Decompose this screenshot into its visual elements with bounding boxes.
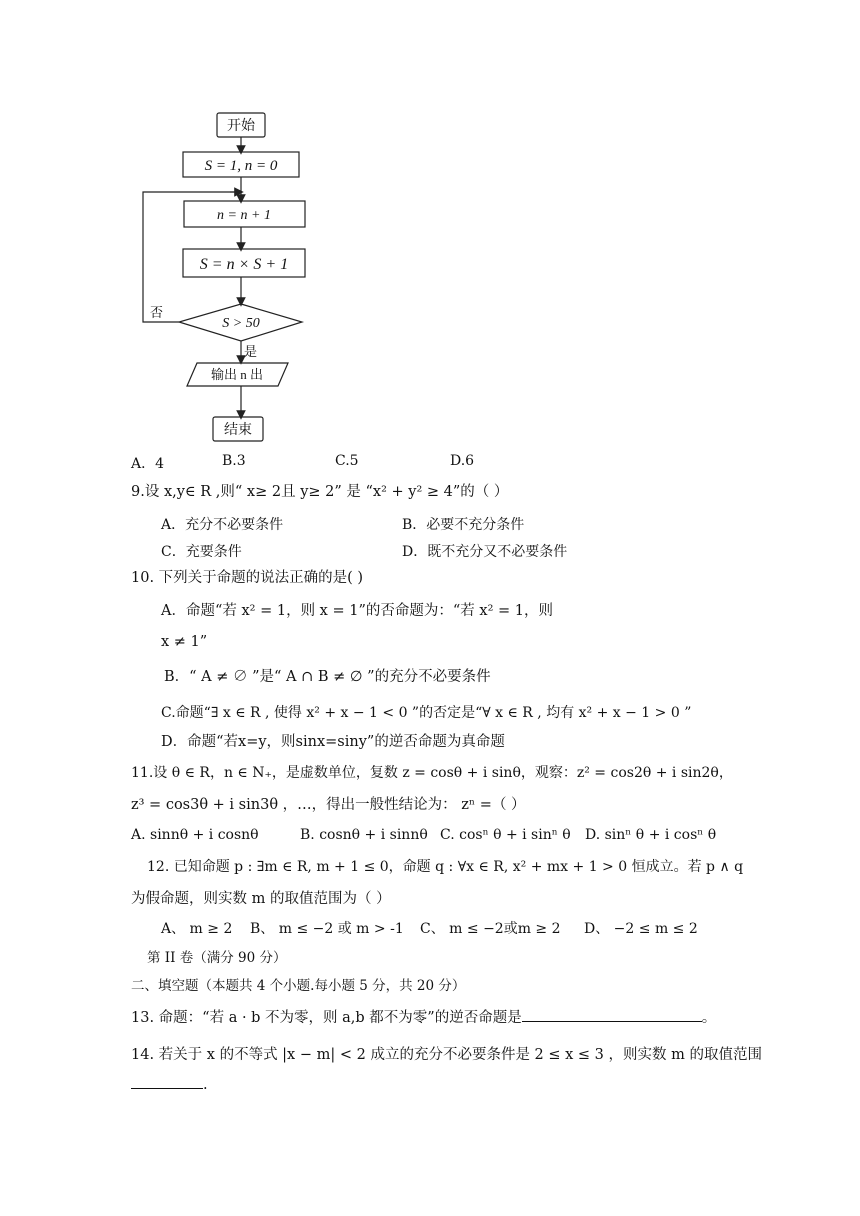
section-fill-in-header: 二、填空题（本题共 4 个小题.每小题 5 分，共 20 分） <box>131 978 466 994</box>
q8-option-a: A．4 <box>131 456 165 472</box>
flow-end-label: 结束 <box>224 423 252 438</box>
q11-line2: z³ = cos3θ + i sin3θ ，…，得出一般性结论为： zⁿ =（ ） <box>131 797 526 813</box>
flow-start-label: 开始 <box>227 119 255 134</box>
q14-text: 14. 若关于 x 的不等式 |x − m| < 2 成立的充分不必要条件是 2 ≤ x ≤ 3 ，则实数 m 的取值范围 <box>131 1047 762 1063</box>
q12-option-b: B、 m ≤ −2 或 m > -1 <box>250 921 404 937</box>
flowchart <box>0 0 860 460</box>
q9-option-c: C．充要条件 <box>161 544 242 560</box>
flow-output-label: 输出 n 出 <box>210 367 264 382</box>
q11-option-b: B. cosnθ + i sinnθ <box>300 827 428 843</box>
q12-option-a: A、 m ≥ 2 <box>161 921 233 937</box>
q13 <box>131 1007 716 1028</box>
q9-option-d: D．既不充分又不必要条件 <box>402 544 568 560</box>
q14-answer-blank[interactable] <box>131 1074 203 1089</box>
flow-no-label: 否 <box>150 305 164 320</box>
flow-step2-label: S = n × S + 1 <box>199 256 289 273</box>
q9-stem: 9.设 x,y∈ R ,则“ x≥ 2且 y≥ 2” 是 “x² + y² ≥ 4”的（ ） <box>131 484 509 500</box>
q8-option-b: B.3 <box>222 453 246 469</box>
q13-answer-blank[interactable] <box>522 1007 702 1022</box>
q10-option-a-line1: A．命题“若 x² = 1，则 x = 1”的否命题为：“若 x² = 1，则 <box>161 603 553 619</box>
q11-option-c: C. cosⁿ θ + i sinⁿ θ <box>440 827 571 843</box>
q10-option-d: D．命题“若x=y，则sinx=siny”的逆否命题为真命题 <box>161 734 505 750</box>
flow-condition-label: S > 50 <box>222 316 260 331</box>
q12-option-d: D、 −2 ≤ m ≤ 2 <box>584 921 698 937</box>
q13-end: 。 <box>701 1010 717 1026</box>
q14-answer-line <box>131 1074 208 1095</box>
q13-text: 13. 命题：“若 a · b 不为零，则 a,b 都不为零”的逆否命题是 <box>131 1010 522 1026</box>
q10-option-c: C.命题“∃ x ∈ R , 使得 x² + x − 1 < 0 ”的否定是“∀ x ∈ R , 均有 x² + x − 1 > 0 ” <box>161 705 692 721</box>
q14-end: . <box>203 1077 208 1093</box>
q10-stem: 10. 下列关于命题的说法正确的是( ) <box>131 570 364 586</box>
q9-option-a: A．充分不必要条件 <box>161 517 284 533</box>
q11-line1: 11.设 θ ∈ R，n ∈ N₊，是虚数单位，复数 z = cosθ + i sinθ，观察：z² = cos2θ + i sin2θ， <box>131 765 733 781</box>
flow-init-label: S = 1, n = 0 <box>204 158 278 174</box>
q12-line2: 为假命题，则实数 m 的取值范围为（ ） <box>131 891 391 907</box>
flow-yes-label: 是 <box>244 344 258 359</box>
q11-option-d: D. sinⁿ θ + i cosⁿ θ <box>585 827 717 843</box>
q8-option-d: D.6 <box>450 453 475 469</box>
flow-step1-label: n = n + 1 <box>217 208 271 223</box>
q9-option-b: B．必要不充分条件 <box>402 517 525 533</box>
q10-option-a-line2: x ≠ 1” <box>161 634 208 650</box>
q10-option-b: B．“ A ≠ ∅ ”是“ A ∩ B ≠ ∅ ”的充分不必要条件 <box>164 669 491 685</box>
q11-option-a: A. sinnθ + i cosnθ <box>131 827 259 843</box>
q14 <box>131 1045 762 1065</box>
q12-option-c: C、 m ≤ −2或m ≥ 2 <box>420 921 561 937</box>
q8-option-c: C.5 <box>335 453 359 469</box>
q12-line1: 12. 已知命题 p : ∃m ∈ R, m + 1 ≤ 0，命题 q : ∀x ∈ R, x² + mx + 1 > 0 恒成立。若 p ∧ q <box>147 859 744 875</box>
part-ii-header: 第 II 卷（满分 90 分） <box>147 950 287 966</box>
